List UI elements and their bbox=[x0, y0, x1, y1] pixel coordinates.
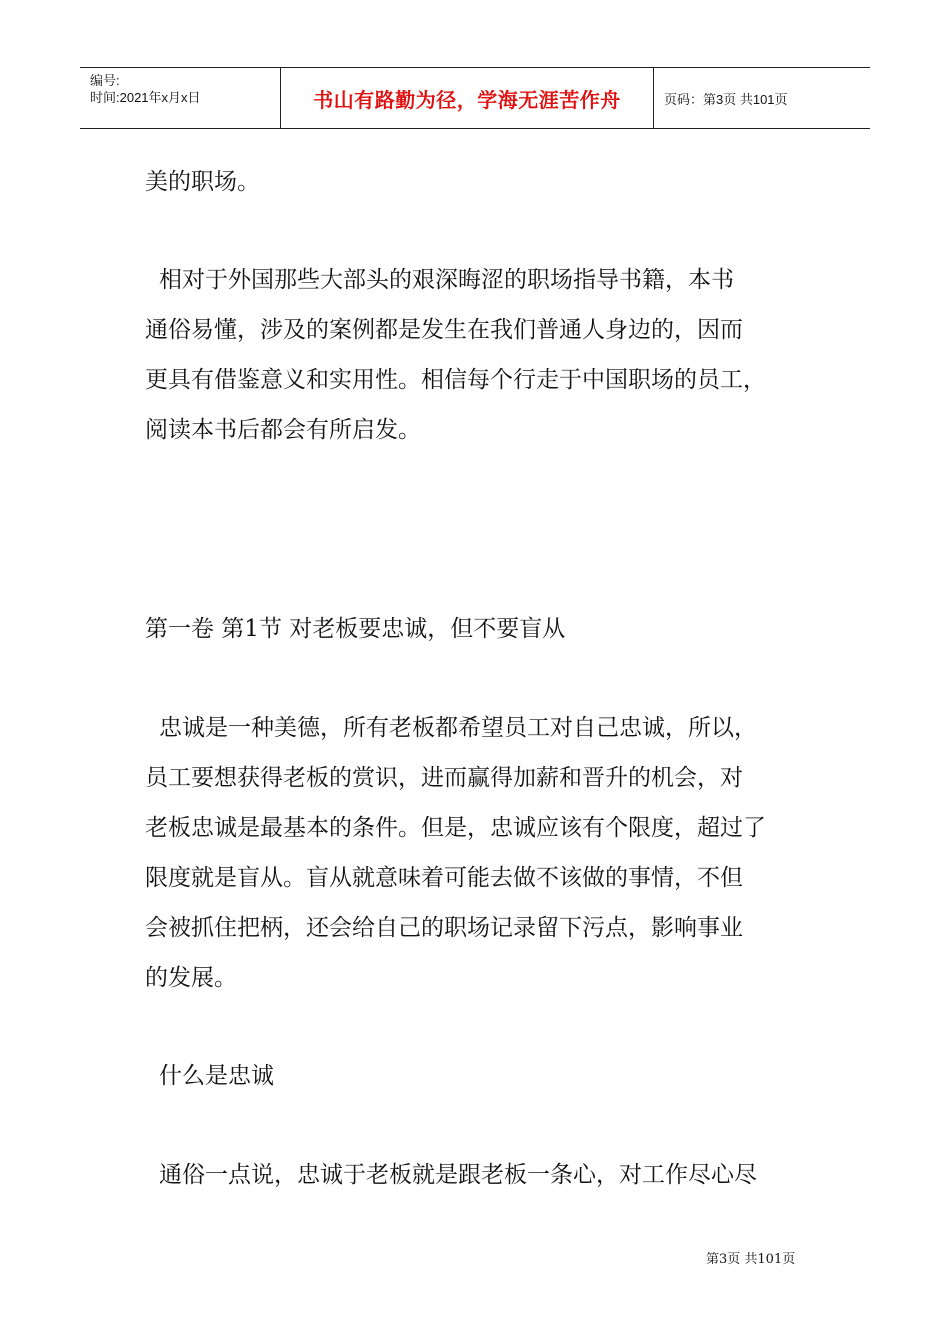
paragraph-continuation bbox=[145, 157, 815, 207]
paragraph-line: 的发展。 bbox=[145, 965, 237, 991]
header-meta bbox=[80, 68, 281, 128]
section-title: 第一卷 第1节 对老板要忠诚，但不要盲从 bbox=[145, 616, 566, 642]
paragraph-line: 通俗一点说，忠诚于老板就是跟老板一条心，对工作尽心尽 bbox=[159, 1162, 757, 1188]
paragraph-line: 老板忠诚是最基本的条件。但是，忠诚应该有个限度，超过了 bbox=[145, 815, 766, 841]
document-time-label: 时间:2021年x月x日 bbox=[90, 90, 201, 105]
section-heading bbox=[145, 604, 815, 654]
paragraph-text: 美的职场。 bbox=[145, 169, 260, 195]
subheading-block bbox=[145, 1051, 815, 1101]
page-footer: 第3页 共101页 bbox=[706, 1252, 796, 1267]
paragraph-line: 通俗易懂，涉及的案例都是发生在我们普通人身边的，因而 bbox=[145, 317, 743, 343]
paragraph-line: 更具有借鉴意义和实用性。相信每个行走于中国职场的员工， bbox=[145, 367, 766, 393]
paragraph-loyalty bbox=[145, 703, 815, 1003]
subsection-title: 什么是忠诚 bbox=[159, 1063, 274, 1089]
paragraph-line: 员工要想获得老板的赏识，进而赢得加薪和晋升的机会，对 bbox=[145, 765, 743, 791]
page-header bbox=[80, 67, 870, 129]
document-number-label: 编号: bbox=[90, 73, 120, 88]
header-motto: 书山有路勤为径，学海无涯苦作舟 bbox=[281, 68, 654, 128]
paragraph-line: 阅读本书后都会有所启发。 bbox=[145, 417, 421, 443]
paragraph-definition bbox=[145, 1150, 815, 1200]
paragraph-line: 会被抓住把柄，还会给自己的职场记录留下污点，影响事业 bbox=[145, 915, 743, 941]
header-page-info: 页码：第3页 共101页 bbox=[664, 91, 788, 107]
paragraph-line: 限度就是盲从。盲从就意味着可能去做不该做的事情，不但 bbox=[145, 865, 743, 891]
paragraph-line: 忠诚是一种美德，所有老板都希望员工对自己忠诚，所以， bbox=[159, 715, 757, 741]
paragraph-line: 相对于外国那些大部头的艰深晦涩的职场指导书籍，本书 bbox=[159, 267, 734, 293]
paragraph-intro bbox=[145, 255, 815, 455]
